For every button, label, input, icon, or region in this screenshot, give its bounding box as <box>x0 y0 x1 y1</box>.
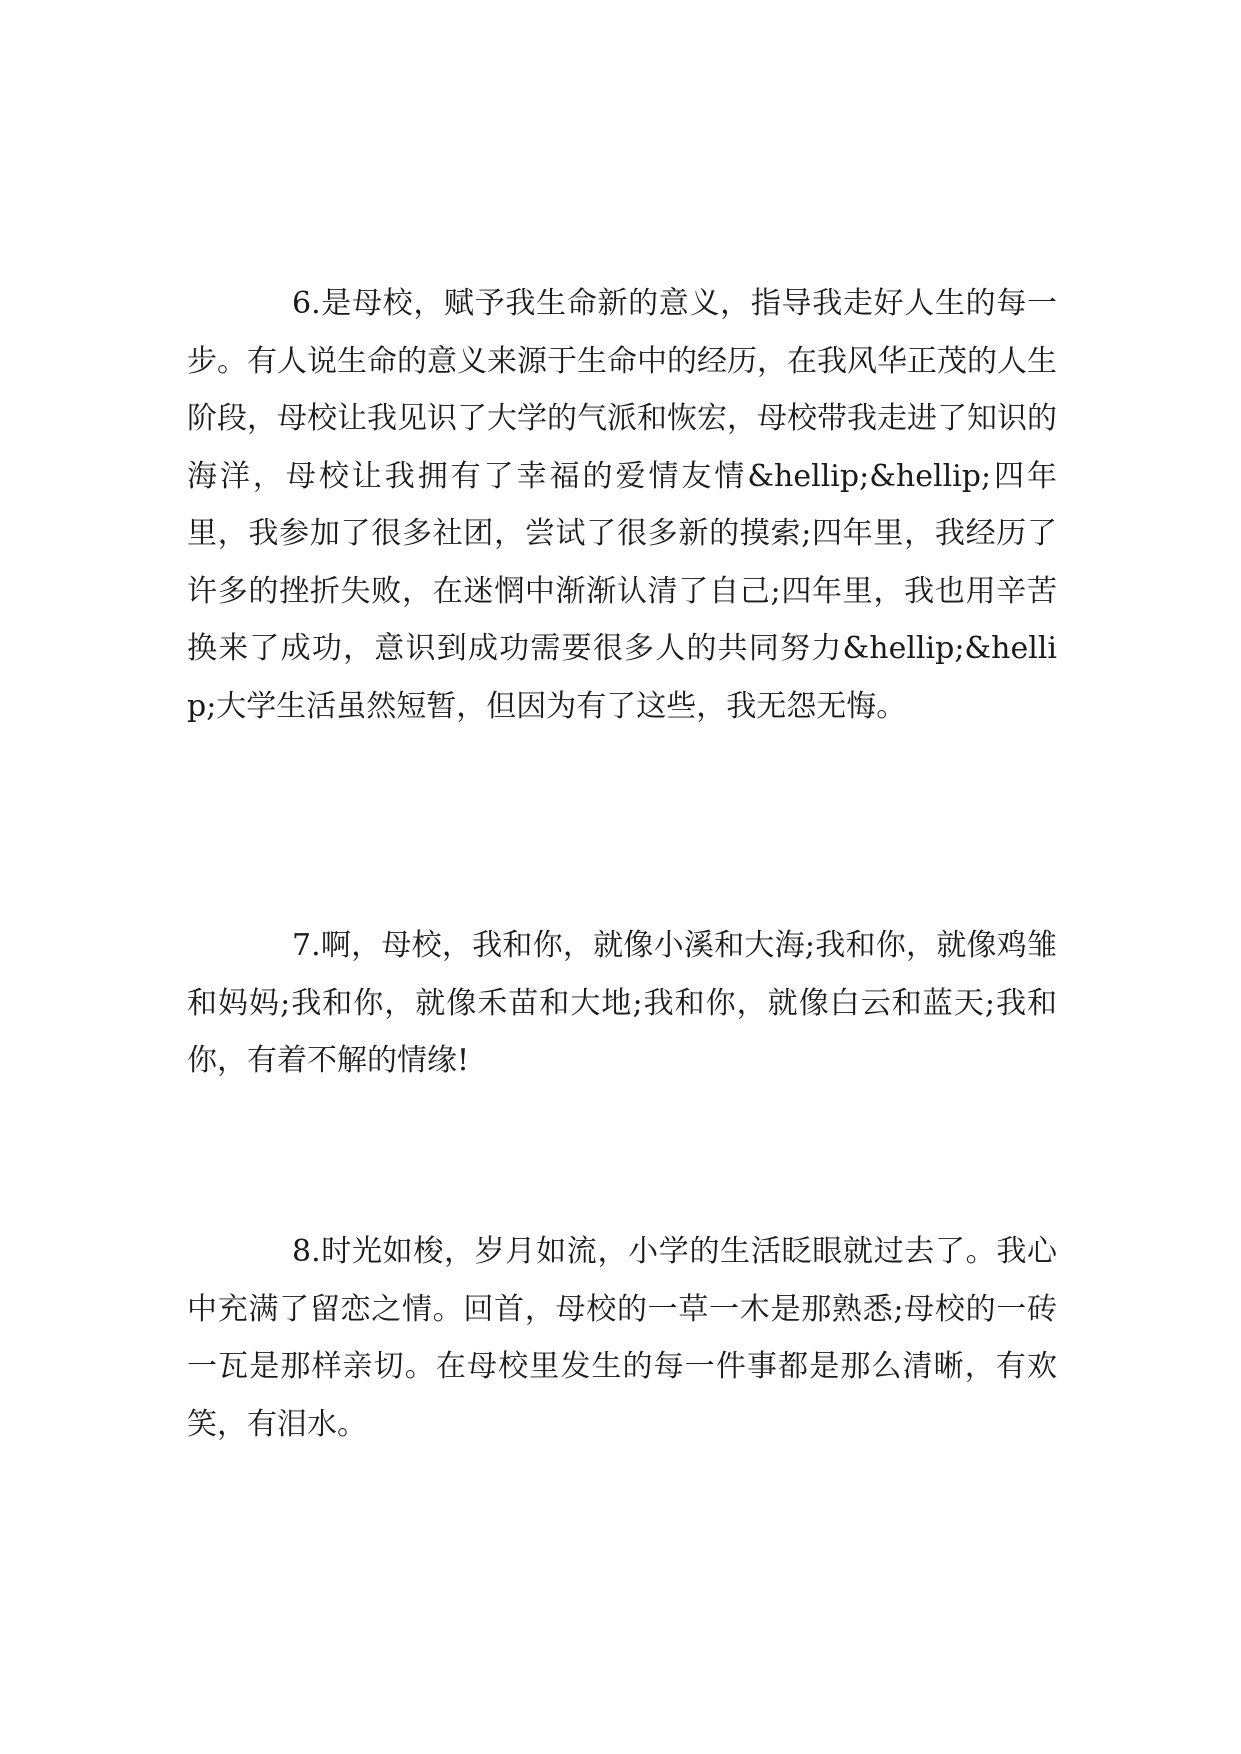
paragraph-7: 7.啊，母校，我和你，就像小溪和大海;我和你，就像鸡雏和妈妈;我和你，就像禾苗和大地;我和你，就像白云和蓝天;我和你，有着不解的情缘! <box>187 928 1057 1078</box>
paragraph-6: 6.是母校，赋予我生命新的意义，指导我走好人生的每一步。有人说生命的意义来源于生命中的经历，在我风华正茂的人生阶段，母校让我见识了大学的气派和恢宏，母校带我走进了知识的海洋，母校让我拥有了幸福的爱情友情&hellip;&hellip;四年里，我参加了很多社团，尝试了很多新的摸索;四年里，我经历了许多的挫折失败，在迷惘中渐渐认清了自己;四年里，我也用辛苦换来了成功，意识到成功需要很多人的共同努力&hellip;&hellip;大学生活虽然短暂，但因为有了这些，我无怨无悔。 <box>187 286 1057 724</box>
paragraph-8: 8.时光如梭，岁月如流，小学的生活眨眼就过去了。我心中充满了留恋之情。回首，母校的一草一木是那熟悉;母校的一砖一瓦是那样亲切。在母校里发生的每一件事都是那么清晰，有欢笑，有泪水。 <box>187 1234 1057 1442</box>
